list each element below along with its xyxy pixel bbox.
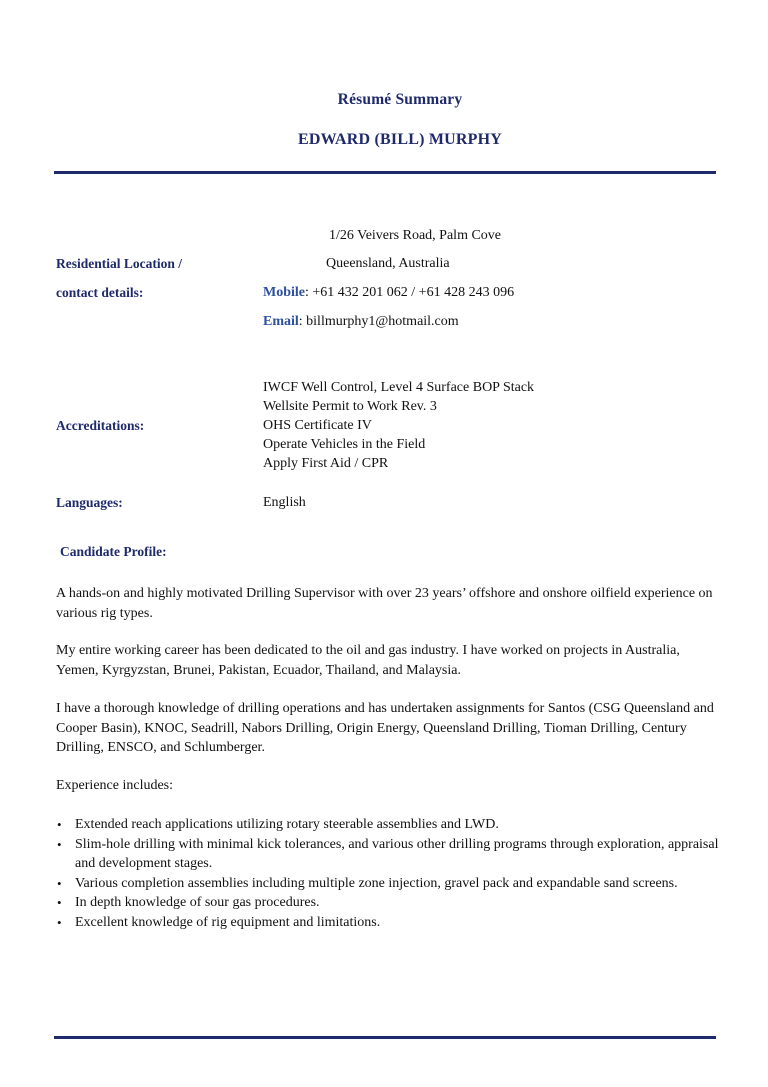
document-title: Résumé Summary (337, 91, 463, 108)
profile-paragraph-knowledge: I have a thorough knowledge of drilling operations and has undertaken assignments for Santos (CSG Queensland and Cooper Basin), KNOC, Seadrill, Nabors Drilling, Origin Energy, Queensland Drilling, Tioman Drilling, Century Drilling, ENSCO, and Schlumberger. (56, 701, 714, 755)
accreditation-item: OHS Certificate IV (263, 418, 372, 433)
candidate-profile-label: Candidate Profile: (60, 544, 167, 559)
mobile-label: Mobile (263, 285, 305, 300)
bullet-icon: • (57, 836, 62, 852)
email-label: Email (263, 314, 299, 329)
email-value[interactable]: : billmurphy1@hotmail.com (298, 314, 459, 329)
mobile-row (263, 285, 514, 301)
bullet-icon: • (57, 875, 62, 891)
experience-list (56, 815, 720, 932)
experience-text: Extended reach applications utilizing rotary steerable assemblies and LWD. (75, 817, 499, 832)
mobile-value[interactable]: : +61 432 201 062 / +61 428 243 096 (305, 285, 515, 300)
accreditation-item: Apply First Aid / CPR (263, 456, 389, 471)
profile-paragraph-summary: A hands-on and highly motivated Drilling Supervisor with over 23 years’ offshore and onshore oilfield experience on various rig types. (56, 586, 713, 621)
bottom-divider (54, 1036, 716, 1039)
experience-item (56, 893, 720, 913)
experience-item (56, 815, 720, 835)
experience-text: Slim-hole drilling with minimal kick tolerances, and various other drilling programs through exploration, appraisal and development stages. (75, 836, 719, 871)
accreditation-item: Wellsite Permit to Work Rev. 3 (263, 399, 437, 414)
accreditation-item: IWCF Well Control, Level 4 Surface BOP Stack (263, 380, 535, 395)
contact-details-label: contact details: (56, 285, 144, 300)
address-line-1: 1/26 Veivers Road, Palm Cove (329, 228, 502, 243)
languages-label: Languages: (56, 495, 123, 510)
address-line-2: Queensland, Australia (326, 256, 450, 271)
experience-item (56, 835, 720, 874)
accreditations-list (263, 378, 534, 473)
email-row (263, 314, 459, 330)
candidate-name: EDWARD (BILL) MURPHY (298, 131, 502, 148)
experience-heading: Experience includes: (56, 778, 174, 793)
experience-text: In depth knowledge of sour gas procedures. (75, 895, 320, 910)
bullet-icon: • (57, 914, 62, 930)
bullet-icon: • (57, 895, 62, 910)
top-divider (54, 171, 716, 174)
languages-value: English (263, 495, 306, 510)
profile-paragraph-career: My entire working career has been dedicated to the oil and gas industry. I have worked on projects in Australia, Yemen, Kyrgyzstan, Brunei, Pakistan, Ecuador, Thailand, and Malaysia. (56, 643, 680, 678)
experience-item (56, 874, 720, 894)
accreditations-label: Accreditations: (56, 418, 145, 433)
experience-text: Excellent knowledge of rig equipment and limitations. (75, 914, 381, 930)
accreditation-item: Operate Vehicles in the Field (263, 437, 426, 452)
residential-location-label: Residential Location / (56, 256, 183, 271)
bullet-icon: • (57, 817, 62, 832)
experience-item (56, 913, 720, 933)
experience-text: Various completion assemblies including multiple zone injection, gravel pack and expandable sand screens. (75, 875, 678, 891)
